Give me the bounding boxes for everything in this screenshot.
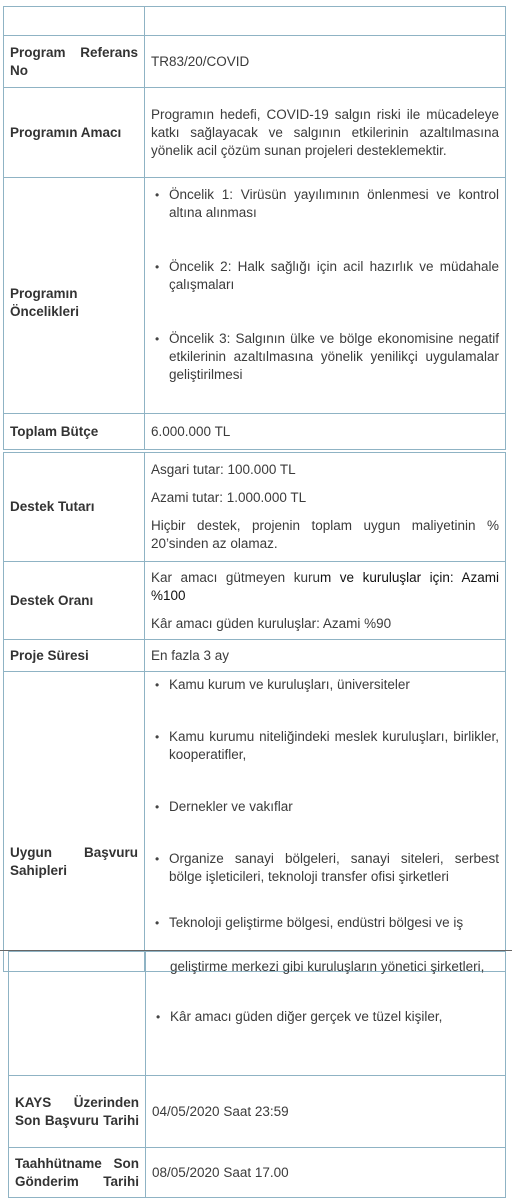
row-eligible-continued <box>9 952 506 1076</box>
row-label: Destek Tutarı <box>4 453 145 562</box>
program-table-part-2 <box>3 452 506 972</box>
row-value <box>145 562 506 640</box>
row-value <box>146 952 506 1076</box>
row-label: Programın Amacı <box>4 88 145 178</box>
row-label: Program Referans No <box>4 36 145 88</box>
nonprofit-rate-part-2: m ve kuruluşlar için: Azami %100 <box>151 569 499 603</box>
row-reference <box>4 36 506 88</box>
list-item: • Organize sanayi bölgeleri, sanayi siteleri, serbest bölge işleticileri, teknoloji transfer ofisi şirketleri <box>169 850 499 886</box>
row-label: Proje Süresi <box>4 640 145 672</box>
list-item: • Kâr amacı güden diğer gerçek ve tüzel kişiler, <box>170 1008 499 1026</box>
row-value: 04/05/2020 Saat 23:59 <box>146 1076 506 1148</box>
list-item: • Teknoloji geliştirme bölgesi, endüstri bölgesi ve iş <box>169 914 499 932</box>
program-table-part-3 <box>8 951 506 1198</box>
row-label: KAYS Üzerinden Son Başvuru Tarihi <box>9 1076 146 1148</box>
row-value <box>145 453 506 562</box>
amount-note: Hiçbir destek, projenin toplam uygun maliyetinin % 20’sinden az olamaz. <box>151 518 499 551</box>
row-value <box>145 178 506 414</box>
row-label: Programın Öncelikleri <box>4 178 145 414</box>
row-budget <box>4 414 506 450</box>
row-label: Toplam Bütçe <box>4 414 145 450</box>
row-rate <box>4 562 506 640</box>
continued-text: geliştirme merkezi gibi kuruluşların yönetici şirketleri, <box>170 959 485 974</box>
profit-rate: Kâr amacı güden kuruluşlar: Azami %90 <box>151 615 392 631</box>
list-item: • Dernekler ve vakıflar <box>169 798 499 816</box>
row-value: En fazla 3 ay <box>145 640 506 672</box>
empty-cell <box>4 7 145 36</box>
row-label: Taahhütname Son Gönderim Tarihi <box>9 1148 146 1198</box>
nonprofit-rate <box>151 569 499 605</box>
row-amount <box>4 453 506 562</box>
empty-header-row <box>4 7 506 36</box>
list-item: • Öncelik 3: Salgının ülke ve bölge ekonomisine negatif etkilerinin azaltılmasına yönelik yenilikçi uygulamalar geliştirilmesi <box>169 330 499 384</box>
list-item: • Kamu kurum ve kuruluşları, üniversiteler <box>169 676 499 694</box>
row-deadline <box>9 1076 506 1148</box>
program-table-part-1 <box>3 6 506 450</box>
row-duration <box>4 640 506 672</box>
row-priorities <box>4 178 506 414</box>
row-eligible <box>4 672 506 972</box>
list-item: • Kamu kurumu niteliğindeki meslek kuruluşları, birlikler, kooperatifler, <box>169 728 499 764</box>
eligible-list <box>151 676 499 932</box>
max-amount: Azami tutar: 1.000.000 TL <box>151 490 307 505</box>
row-label: Uygun Başvuru Sahipleri <box>4 672 145 972</box>
eligible-list-continued <box>152 1008 499 1026</box>
row-value <box>145 672 506 972</box>
min-amount: Asgari tutar: 100.000 TL <box>151 462 296 477</box>
row-value: Programın hedefi, COVID-19 salgın riski ile mücadeleye katkı sağlayacak ve salgının etkilerinin azaltılmasına yönelik acil çözüm sunan projeleri desteklemektir. <box>145 88 506 178</box>
list-item: • Öncelik 1: Virüsün yayılımının önlenmesi ve kontrol altına alınması <box>169 186 499 222</box>
row-value: TR83/20/COVID <box>145 36 506 88</box>
nonprofit-rate-part-1: Kar amacı gütmeyen kuru <box>151 569 320 585</box>
row-value: 6.000.000 TL <box>145 414 506 450</box>
priorities-list <box>151 186 499 384</box>
row-label: Destek Oranı <box>4 562 145 640</box>
row-pledge <box>9 1148 506 1198</box>
empty-cell <box>145 7 506 36</box>
empty-cell <box>9 952 146 1076</box>
list-item: • Öncelik 2: Halk sağlığı için acil hazırlık ve müdahale çalışmaları <box>169 258 499 294</box>
row-aim <box>4 88 506 178</box>
row-value: 08/05/2020 Saat 17.00 <box>146 1148 506 1198</box>
